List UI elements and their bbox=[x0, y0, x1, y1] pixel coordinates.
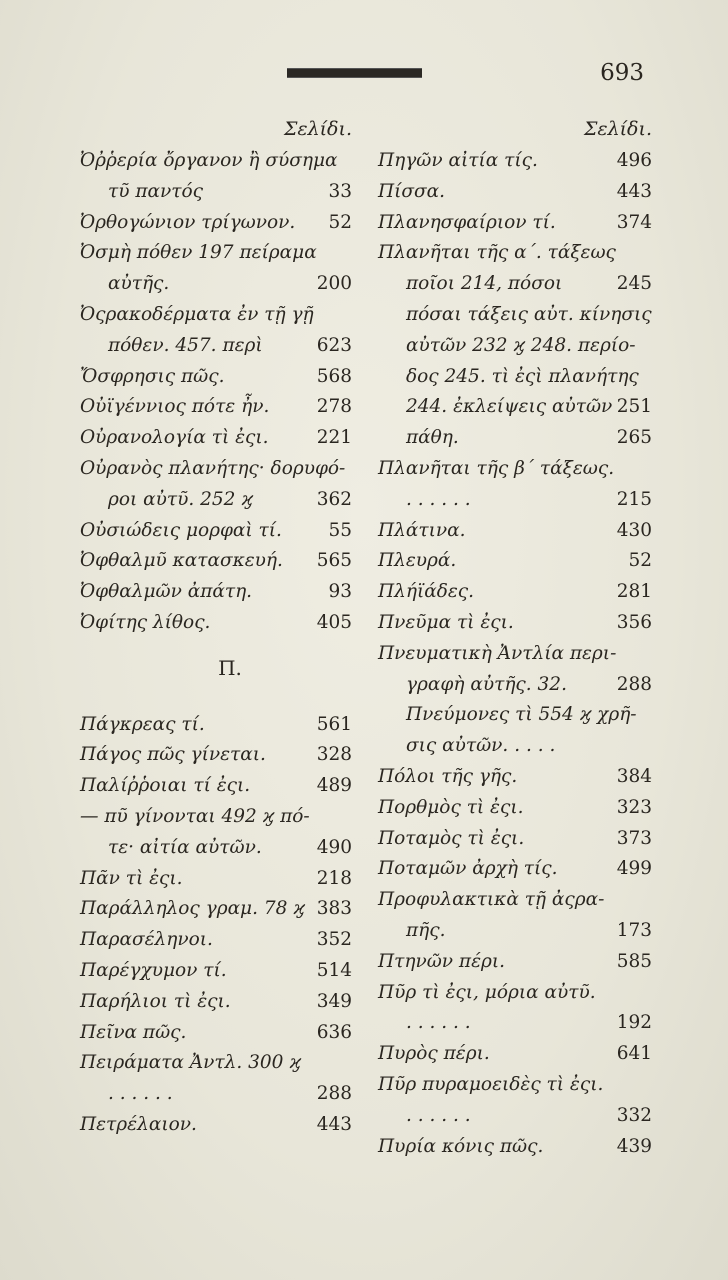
entry-text: Πόλοι τῆς γῆς. bbox=[378, 765, 518, 787]
entry-page-number: 52 bbox=[628, 550, 652, 572]
index-entry bbox=[80, 1110, 380, 1141]
entry-page-number: 585 bbox=[616, 950, 652, 972]
entry-text: ροι αὐτῦ. 252 ϗ bbox=[108, 488, 253, 510]
entry-text: Ποταμῶν ἀρχὴ τίς. bbox=[378, 858, 558, 880]
entry-page-number: 265 bbox=[616, 427, 652, 449]
entry-text: Οὐρανολογία τὶ ἐςι. bbox=[80, 427, 269, 449]
entry-page-number: 349 bbox=[316, 990, 352, 1012]
index-entry bbox=[80, 208, 380, 239]
entry-text: αὐτῶν 232 ϗ 248. περίο- bbox=[406, 334, 636, 356]
entry-text: Ὄσφρησις πῶς. bbox=[80, 365, 225, 387]
entry-text: Πειράματα Ἀντλ. 300 ϗ bbox=[80, 1052, 301, 1074]
entry-page-number: 623 bbox=[316, 334, 352, 356]
index-entry bbox=[378, 854, 678, 885]
index-entry bbox=[80, 392, 380, 423]
entry-text: Οὐσιώδεις μορφαὶ τί. bbox=[80, 519, 282, 541]
index-entry bbox=[80, 146, 380, 177]
entry-text: σις αὐτῶν. . . . . bbox=[406, 735, 556, 757]
entry-page-number: 215 bbox=[616, 488, 652, 510]
entry-page-number: 489 bbox=[316, 775, 352, 797]
entry-page-number: 490 bbox=[316, 836, 352, 858]
entry-text: πόσαι τάξεις αὐτ. κίνησις bbox=[406, 303, 652, 325]
entry-text: Ὀῤῥερία ὄργανον ἢ σύσημα bbox=[80, 150, 338, 171]
column-header-right: Σελίδι. bbox=[583, 118, 652, 140]
index-entry bbox=[80, 577, 380, 608]
index-entry bbox=[378, 423, 678, 454]
entry-text: Πᾶν τὶ ἐςι. bbox=[80, 867, 183, 889]
entry-text: Πλανῆται τῆς β΄ τάξεως. bbox=[378, 457, 615, 479]
left-entries bbox=[80, 146, 380, 639]
entry-text: Πεῖνα πῶς. bbox=[80, 1021, 187, 1043]
right-index-column bbox=[378, 112, 678, 1162]
entry-text: δος 245. τὶ ἐςὶ πλανήτης bbox=[406, 365, 639, 387]
index-entry bbox=[378, 577, 678, 608]
entry-page-number: 356 bbox=[616, 611, 652, 633]
entry-text: . . . . . . bbox=[406, 1104, 471, 1126]
index-entry bbox=[80, 269, 380, 300]
right-entries bbox=[378, 146, 678, 1162]
entry-text: αὐτῆς. bbox=[108, 273, 170, 295]
entry-page-number: 218 bbox=[316, 867, 352, 889]
index-entry bbox=[80, 864, 380, 895]
index-entry bbox=[378, 454, 678, 485]
index-entry bbox=[378, 516, 678, 547]
section-letter: Π. bbox=[218, 655, 242, 680]
entry-text: Πυρὸς πέρι. bbox=[378, 1043, 490, 1065]
entry-text: . . . . . . bbox=[406, 1012, 471, 1034]
entry-text: Πετρέλαιον. bbox=[80, 1113, 197, 1135]
entry-page-number: 251 bbox=[616, 396, 652, 418]
entry-text: Πνευματικὴ Ἀντλία περι- bbox=[378, 642, 617, 664]
entry-text: τε· αἰτία αὐτῶν. bbox=[108, 836, 262, 858]
index-entry bbox=[378, 208, 678, 239]
entry-page-number: 374 bbox=[616, 211, 652, 233]
index-entry bbox=[378, 362, 678, 393]
index-entry bbox=[378, 1070, 678, 1101]
index-entry bbox=[378, 670, 678, 701]
entry-page-number: 514 bbox=[316, 959, 352, 981]
entry-text: τῦ παντός bbox=[108, 180, 203, 202]
index-entry bbox=[80, 485, 380, 516]
entry-page-number: 430 bbox=[616, 519, 652, 541]
entry-text: . . . . . . bbox=[406, 488, 471, 510]
entry-text: Πλανῆται τῆς α΄. τάξεως bbox=[378, 242, 616, 264]
index-entry bbox=[80, 454, 380, 485]
entry-text: Πυρία κόνις πῶς. bbox=[378, 1135, 544, 1157]
entry-text: Ποταμὸς τὶ ἐςι. bbox=[378, 827, 525, 849]
index-entry bbox=[80, 802, 380, 833]
page-number: 693 bbox=[600, 60, 644, 86]
entry-page-number: 33 bbox=[328, 180, 352, 202]
entry-page-number: 373 bbox=[616, 827, 652, 849]
entry-text: Πορθμὸς τὶ ἐςι. bbox=[378, 796, 524, 818]
entry-page-number: 384 bbox=[616, 765, 652, 787]
index-entry bbox=[80, 300, 380, 331]
entry-text: Πτηνῶν πέρι. bbox=[378, 950, 506, 972]
index-entry bbox=[80, 710, 380, 741]
index-entry bbox=[378, 177, 678, 208]
index-entry bbox=[378, 485, 678, 516]
entry-page-number: 362 bbox=[316, 488, 352, 510]
entry-text: ποῖοι 214, πόσοι bbox=[406, 273, 563, 295]
entry-page-number: 332 bbox=[616, 1104, 652, 1126]
entry-text: Πλευρά. bbox=[378, 550, 457, 572]
entry-text: πόθεν. 457. περὶ bbox=[108, 334, 263, 356]
header-rule bbox=[287, 68, 422, 78]
entry-text: Πλάτινα. bbox=[378, 519, 466, 541]
left-index-column bbox=[80, 112, 380, 1141]
index-entry bbox=[378, 793, 678, 824]
entry-page-number: 93 bbox=[328, 581, 352, 603]
index-entry bbox=[378, 1132, 678, 1163]
index-entry bbox=[378, 331, 678, 362]
index-entry bbox=[80, 423, 380, 454]
left-entries-p bbox=[80, 710, 380, 1141]
index-entry bbox=[378, 731, 678, 762]
entry-text: Ὀφίτης λίθος. bbox=[80, 611, 211, 633]
entry-text: 244. ἐκλείψεις αὐτῶν bbox=[406, 396, 613, 418]
index-entry bbox=[80, 956, 380, 987]
entry-text: Πίσσα. bbox=[378, 180, 446, 202]
index-entry bbox=[80, 238, 380, 269]
entry-page-number: 568 bbox=[316, 365, 352, 387]
entry-page-number: 636 bbox=[316, 1021, 352, 1043]
entry-text: Προφυλακτικὰ τῇ ἀςρα- bbox=[378, 889, 605, 911]
entry-page-number: 641 bbox=[616, 1043, 652, 1065]
entry-text: Παράλληλος γραμ. 78 ϗ bbox=[80, 898, 305, 920]
index-entry bbox=[378, 1008, 678, 1039]
index-entry bbox=[378, 762, 678, 793]
entry-text: Πλανησφαίριον τί. bbox=[378, 211, 556, 233]
entry-text: γραφὴ αὐτῆς. 32. bbox=[406, 673, 567, 695]
entry-text: Ὀσμὴ πόθεν 197 πείραμα bbox=[80, 242, 317, 264]
index-entry bbox=[378, 885, 678, 916]
index-entry bbox=[378, 916, 678, 947]
entry-page-number: 221 bbox=[316, 427, 352, 449]
entry-page-number: 352 bbox=[316, 929, 352, 951]
entry-page-number: 323 bbox=[616, 796, 652, 818]
index-entry bbox=[378, 1039, 678, 1070]
entry-page-number: 499 bbox=[616, 858, 652, 880]
entry-page-number: 245 bbox=[616, 273, 652, 295]
entry-text: πῆς. bbox=[406, 919, 446, 941]
entry-text: Ὀφθαλμῦ κατασκευή. bbox=[80, 550, 283, 572]
entry-page-number: 439 bbox=[616, 1135, 652, 1157]
entry-page-number: 561 bbox=[316, 713, 352, 735]
index-entry bbox=[80, 516, 380, 547]
index-entry bbox=[378, 700, 678, 731]
index-entry bbox=[378, 824, 678, 855]
index-entry bbox=[80, 331, 380, 362]
entry-text: Παρέγχυμον τί. bbox=[80, 959, 227, 981]
entry-text: πάθη. bbox=[406, 427, 459, 449]
entry-text: Ὀςρακοδέρματα ἐν τῇ γῇ bbox=[80, 303, 314, 325]
index-entry bbox=[80, 771, 380, 802]
entry-text: Πνεύμονες τὶ 554 ϗ χρῆ- bbox=[406, 704, 637, 726]
index-entry bbox=[80, 987, 380, 1018]
entry-page-number: 288 bbox=[316, 1083, 352, 1105]
entry-text: Πάγκρεας τί. bbox=[80, 713, 205, 735]
index-entry bbox=[80, 177, 380, 208]
index-entry bbox=[378, 978, 678, 1009]
entry-page-number: 496 bbox=[616, 150, 652, 171]
index-entry bbox=[378, 546, 678, 577]
entry-page-number: 173 bbox=[616, 919, 652, 941]
entry-page-number: 52 bbox=[328, 211, 352, 233]
entry-text: Πνεῦμα τὶ ἐςι. bbox=[378, 611, 514, 633]
entry-text: Ὀρθογώνιον τρίγωνον. bbox=[80, 211, 296, 233]
entry-page-number: 328 bbox=[316, 744, 352, 766]
entry-text: Πηγῶν αἰτία τίς. bbox=[378, 150, 538, 171]
index-entry bbox=[80, 894, 380, 925]
entry-page-number: 192 bbox=[616, 1012, 652, 1034]
entry-text: Ὀφθαλμῶν ἀπάτη. bbox=[80, 581, 253, 603]
entry-text: Οὐρανὸς πλανήτης· δορυφό- bbox=[80, 457, 346, 479]
index-entry bbox=[378, 146, 678, 177]
index-entry bbox=[378, 300, 678, 331]
entry-text: . . . . . . bbox=[108, 1083, 173, 1105]
column-header-left: Σελίδι. bbox=[283, 118, 352, 140]
index-entry bbox=[80, 740, 380, 771]
entry-page-number: 405 bbox=[316, 611, 352, 633]
index-entry bbox=[80, 362, 380, 393]
index-entry bbox=[378, 392, 678, 423]
entry-page-number: 55 bbox=[328, 519, 352, 541]
entry-text: Παρασέληνοι. bbox=[80, 929, 213, 951]
entry-page-number: 281 bbox=[616, 581, 652, 603]
index-entry bbox=[80, 1048, 380, 1079]
entry-page-number: 200 bbox=[316, 273, 352, 295]
entry-text: Παρήλιοι τὶ ἐςι. bbox=[80, 990, 231, 1012]
entry-text: Οὐϊγέννιος πότε ἦν. bbox=[80, 396, 270, 418]
entry-text: Πλήϊάδες. bbox=[378, 581, 474, 603]
index-entry bbox=[80, 1018, 380, 1049]
index-entry bbox=[378, 639, 678, 670]
entry-page-number: 565 bbox=[316, 550, 352, 572]
index-entry bbox=[378, 608, 678, 639]
entry-page-number: 288 bbox=[616, 673, 652, 695]
entry-text: Παλίῤῥοιαι τί ἐςι. bbox=[80, 775, 251, 797]
entry-text: — πῦ γίνονται 492 ϗ πό- bbox=[80, 805, 310, 827]
entry-page-number: 443 bbox=[616, 180, 652, 202]
index-entry bbox=[80, 546, 380, 577]
index-entry bbox=[378, 1101, 678, 1132]
entry-text: Πάγος πῶς γίνεται. bbox=[80, 744, 266, 766]
index-entry bbox=[80, 608, 380, 639]
index-entry bbox=[80, 925, 380, 956]
index-entry bbox=[80, 833, 380, 864]
index-entry bbox=[80, 1079, 380, 1110]
entry-page-number: 278 bbox=[316, 396, 352, 418]
entry-text: Πῦρ τὶ ἐςι, μόρια αὐτῦ. bbox=[378, 981, 596, 1003]
entry-page-number: 443 bbox=[316, 1113, 352, 1135]
index-entry bbox=[378, 238, 678, 269]
entry-text: Πῦρ πυραμοειδὲς τὶ ἐςι. bbox=[378, 1073, 604, 1095]
index-entry bbox=[378, 947, 678, 978]
index-entry bbox=[378, 269, 678, 300]
entry-page-number: 383 bbox=[316, 898, 352, 920]
